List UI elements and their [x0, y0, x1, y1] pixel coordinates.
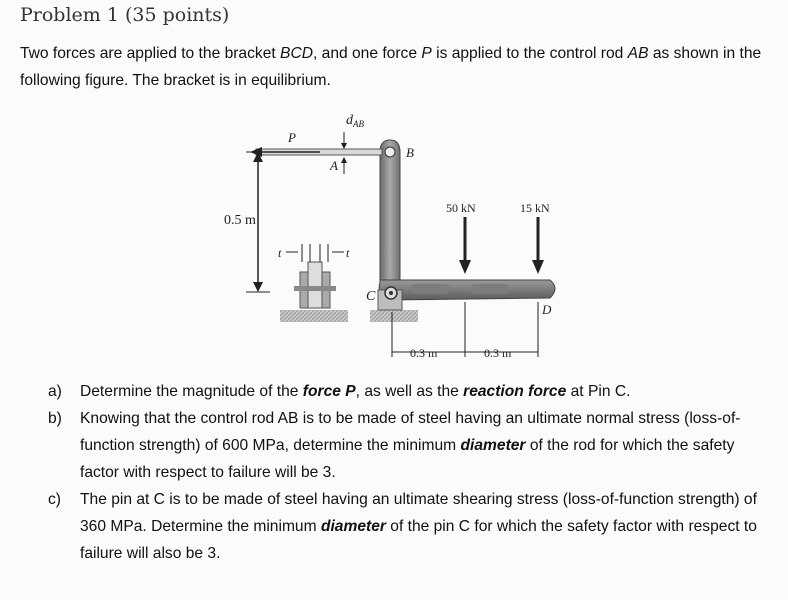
label-load-15kn: 15 kN — [520, 201, 550, 215]
bracket-horizontal-arm — [379, 280, 555, 300]
bracket-vertical-arm — [380, 140, 400, 294]
question-text: Determine the magnitude of the force P, as well as the reaction force at Pin C. — [80, 383, 631, 400]
question-marker: b) — [48, 410, 62, 427]
label-t-left: t — [278, 246, 282, 260]
label-d-ab: $d_{AB}$ — [346, 113, 364, 129]
question-b — [48, 405, 772, 486]
pin-b — [385, 147, 395, 157]
clevis-detail — [286, 244, 344, 308]
label-dim-2: 0.3 m — [484, 346, 512, 360]
question-list — [48, 378, 772, 567]
question-a — [48, 378, 772, 405]
label-dim-1: 0.3 m — [410, 346, 438, 360]
label-d: D — [542, 302, 552, 317]
label-c: C — [366, 289, 376, 304]
problem-statement: Two forces are applied to the bracket BCD, and one force P is applied to the control rod AB as shown in the following figure. The bracket is in equilibrium. — [20, 45, 762, 89]
question-c — [48, 486, 772, 567]
bracket-figure — [220, 112, 580, 367]
label-t-right: t — [346, 246, 350, 260]
question-text: Knowing that the control rod AB is to be made of steel having an ultimate normal stress (loss-of-function strength) of 600 MPa, determine the minimum diameter of the rod for which the safety factor with respect to failure will be 3. — [80, 410, 741, 481]
label-load-50kn: 50 kN — [446, 201, 476, 215]
bracket-diagram — [220, 112, 580, 367]
label-b: B — [406, 145, 414, 160]
label-height: 0.5 m — [224, 213, 256, 228]
question-text: The pin at C is to be made of steel having an ultimate shearing stress (loss-of-function strength) of 360 MPa. Determine the minimum diameter of the pin C for which the safety factor with respect to failure will also be 3. — [80, 491, 757, 562]
label-a: A — [330, 158, 338, 173]
ground-left — [280, 310, 348, 322]
ground-right — [370, 310, 418, 322]
problem-title: Problem 1 (35 points) — [20, 4, 230, 26]
question-marker: c) — [48, 491, 61, 508]
label-p: P — [288, 130, 296, 145]
question-marker: a) — [48, 383, 62, 400]
